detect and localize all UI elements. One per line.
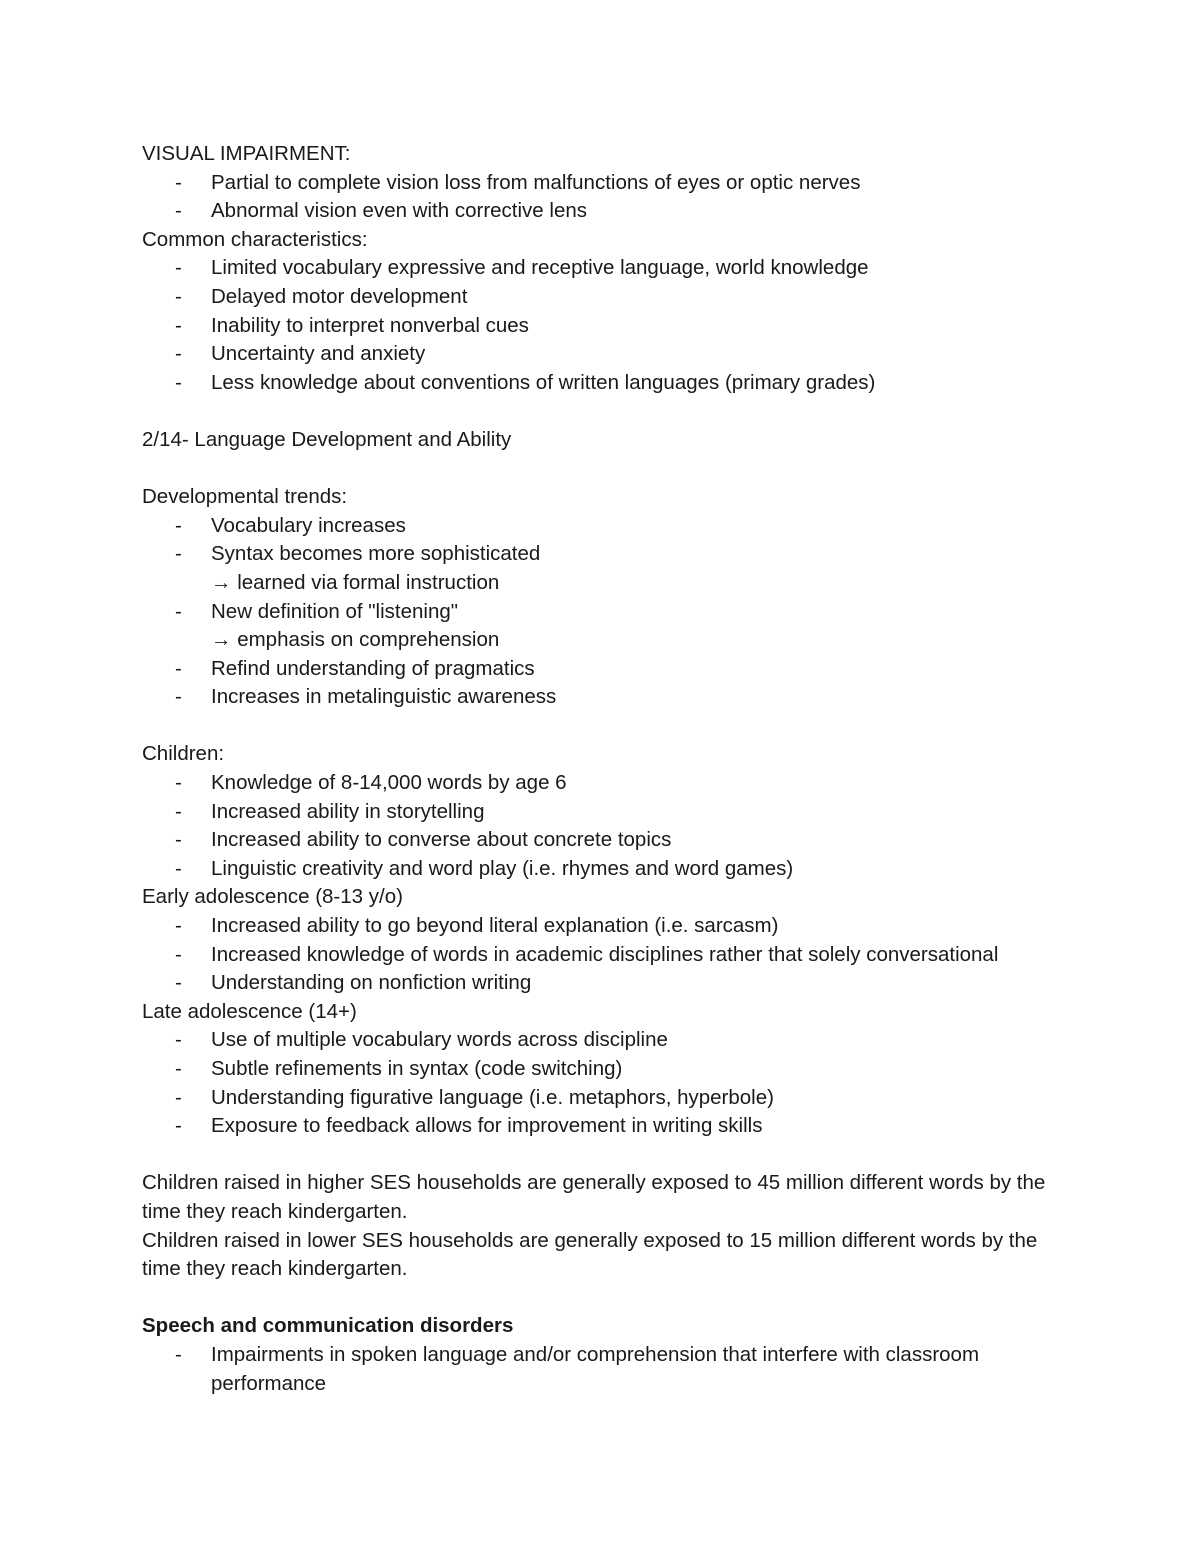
sub-item: → learned via formal instruction [211, 570, 500, 594]
spacer [142, 455, 1077, 484]
bullet-dash: - [175, 971, 182, 995]
list-item: - Increased knowledge of words in academic disciplines rather that solely conversational [142, 941, 1077, 970]
list-item: - New definition of "listening" [142, 598, 1077, 627]
bullet-dash: - [175, 828, 182, 852]
ses-high-paragraph: Children raised in higher SES households are generally exposed to 45 million different words by the time they reach kindergarten. [142, 1171, 1046, 1223]
developmental-trends-heading: Developmental trends: [142, 485, 348, 509]
document-body [142, 140, 1077, 1398]
list-item: - Delayed motor development [142, 283, 1077, 312]
bullet-dash: - [175, 370, 182, 394]
bullet-dash: - [175, 284, 182, 308]
bullet-dash: - [175, 1342, 182, 1366]
list-item: - Less knowledge about conventions of written languages (primary grades) [142, 369, 1077, 398]
sub-item: → emphasis on comprehension [211, 628, 500, 652]
bullet-dash: - [175, 256, 182, 280]
list-item: - Refind understanding of pragmatics [142, 655, 1077, 684]
bullet-dash: - [175, 1028, 182, 1052]
spacer [142, 712, 1077, 741]
bullet-dash: - [175, 1057, 182, 1080]
list-item: - Use of multiple vocabulary words across discipline [142, 1026, 1077, 1055]
bullet-dash: - [175, 914, 182, 938]
late-adolescence-heading: Late adolescence (14+) [142, 999, 357, 1023]
list-item: - Subtle refinements in syntax (code switching) [142, 1055, 1077, 1084]
list-item: - Exposure to feedback allows for improvement in writing skills [142, 1112, 1077, 1141]
bullet-dash: - [175, 856, 182, 880]
spacer [142, 1284, 1077, 1313]
spacer [142, 397, 1077, 426]
bullet-dash: - [175, 685, 182, 709]
visual-impairment-heading: VISUAL IMPAIRMENT: [142, 142, 351, 165]
bullet-dash: - [175, 771, 182, 795]
list-item: - Increased ability in storytelling [142, 798, 1077, 827]
common-characteristics-heading: Common characteristics: [142, 227, 368, 251]
list-item: - Increased ability to converse about concrete topics [142, 826, 1077, 855]
list-item: - Abnormal vision even with corrective lens [142, 197, 1077, 226]
bullet-dash: - [175, 542, 182, 566]
list-item: - Vocabulary increases [142, 512, 1077, 541]
bullet-dash: - [175, 599, 182, 623]
bullet-dash: - [175, 513, 182, 537]
bullet-dash: - [175, 1085, 182, 1109]
bullet-dash: - [175, 342, 182, 366]
bullet-dash: - [175, 170, 182, 194]
list-item: - Limited vocabulary expressive and receptive language, world knowledge [142, 254, 1077, 283]
list-item: - Partial to complete vision loss from malfunctions of eyes or optic nerves [142, 169, 1077, 198]
list-item: - Impairments in spoken language and/or comprehension that interfere with classroom performance [175, 1342, 980, 1395]
spacer [142, 1141, 1077, 1170]
bullet-dash: - [175, 313, 182, 337]
bullet-dash: - [175, 1114, 182, 1138]
list-item: - Understanding on nonfiction writing [142, 969, 1077, 998]
list-item: - Understanding figurative language (i.e. metaphors, hyperbole) [142, 1084, 1077, 1113]
speech-disorders-heading: Speech and communication disorders [142, 1314, 514, 1338]
bullet-dash: - [175, 199, 182, 223]
list-item: - Syntax becomes more sophisticated [142, 540, 1077, 569]
date-heading: 2/14- Language Development and Ability [142, 427, 512, 451]
list-item: - Increases in metalinguistic awareness [142, 683, 1077, 712]
ses-low-paragraph: Children raised in lower SES households are generally exposed to 15 million different words by the time they reach kindergarten. [142, 1228, 1038, 1281]
bullet-dash: - [175, 942, 182, 966]
bullet-dash: - [175, 799, 182, 823]
children-heading: Children: [142, 742, 225, 766]
list-item: - Increased ability to go beyond literal explanation (i.e. sarcasm) [142, 912, 1077, 941]
list-item: - Linguistic creativity and word play (i.e. rhymes and word games) [142, 855, 1077, 884]
bullet-dash: - [175, 656, 182, 680]
early-adolescence-heading: Early adolescence (8-13 y/o) [142, 885, 403, 909]
list-item: - Knowledge of 8-14,000 words by age 6 [142, 769, 1077, 798]
list-item: - Inability to interpret nonverbal cues [142, 312, 1077, 341]
list-item: - Uncertainty and anxiety [142, 340, 1077, 369]
